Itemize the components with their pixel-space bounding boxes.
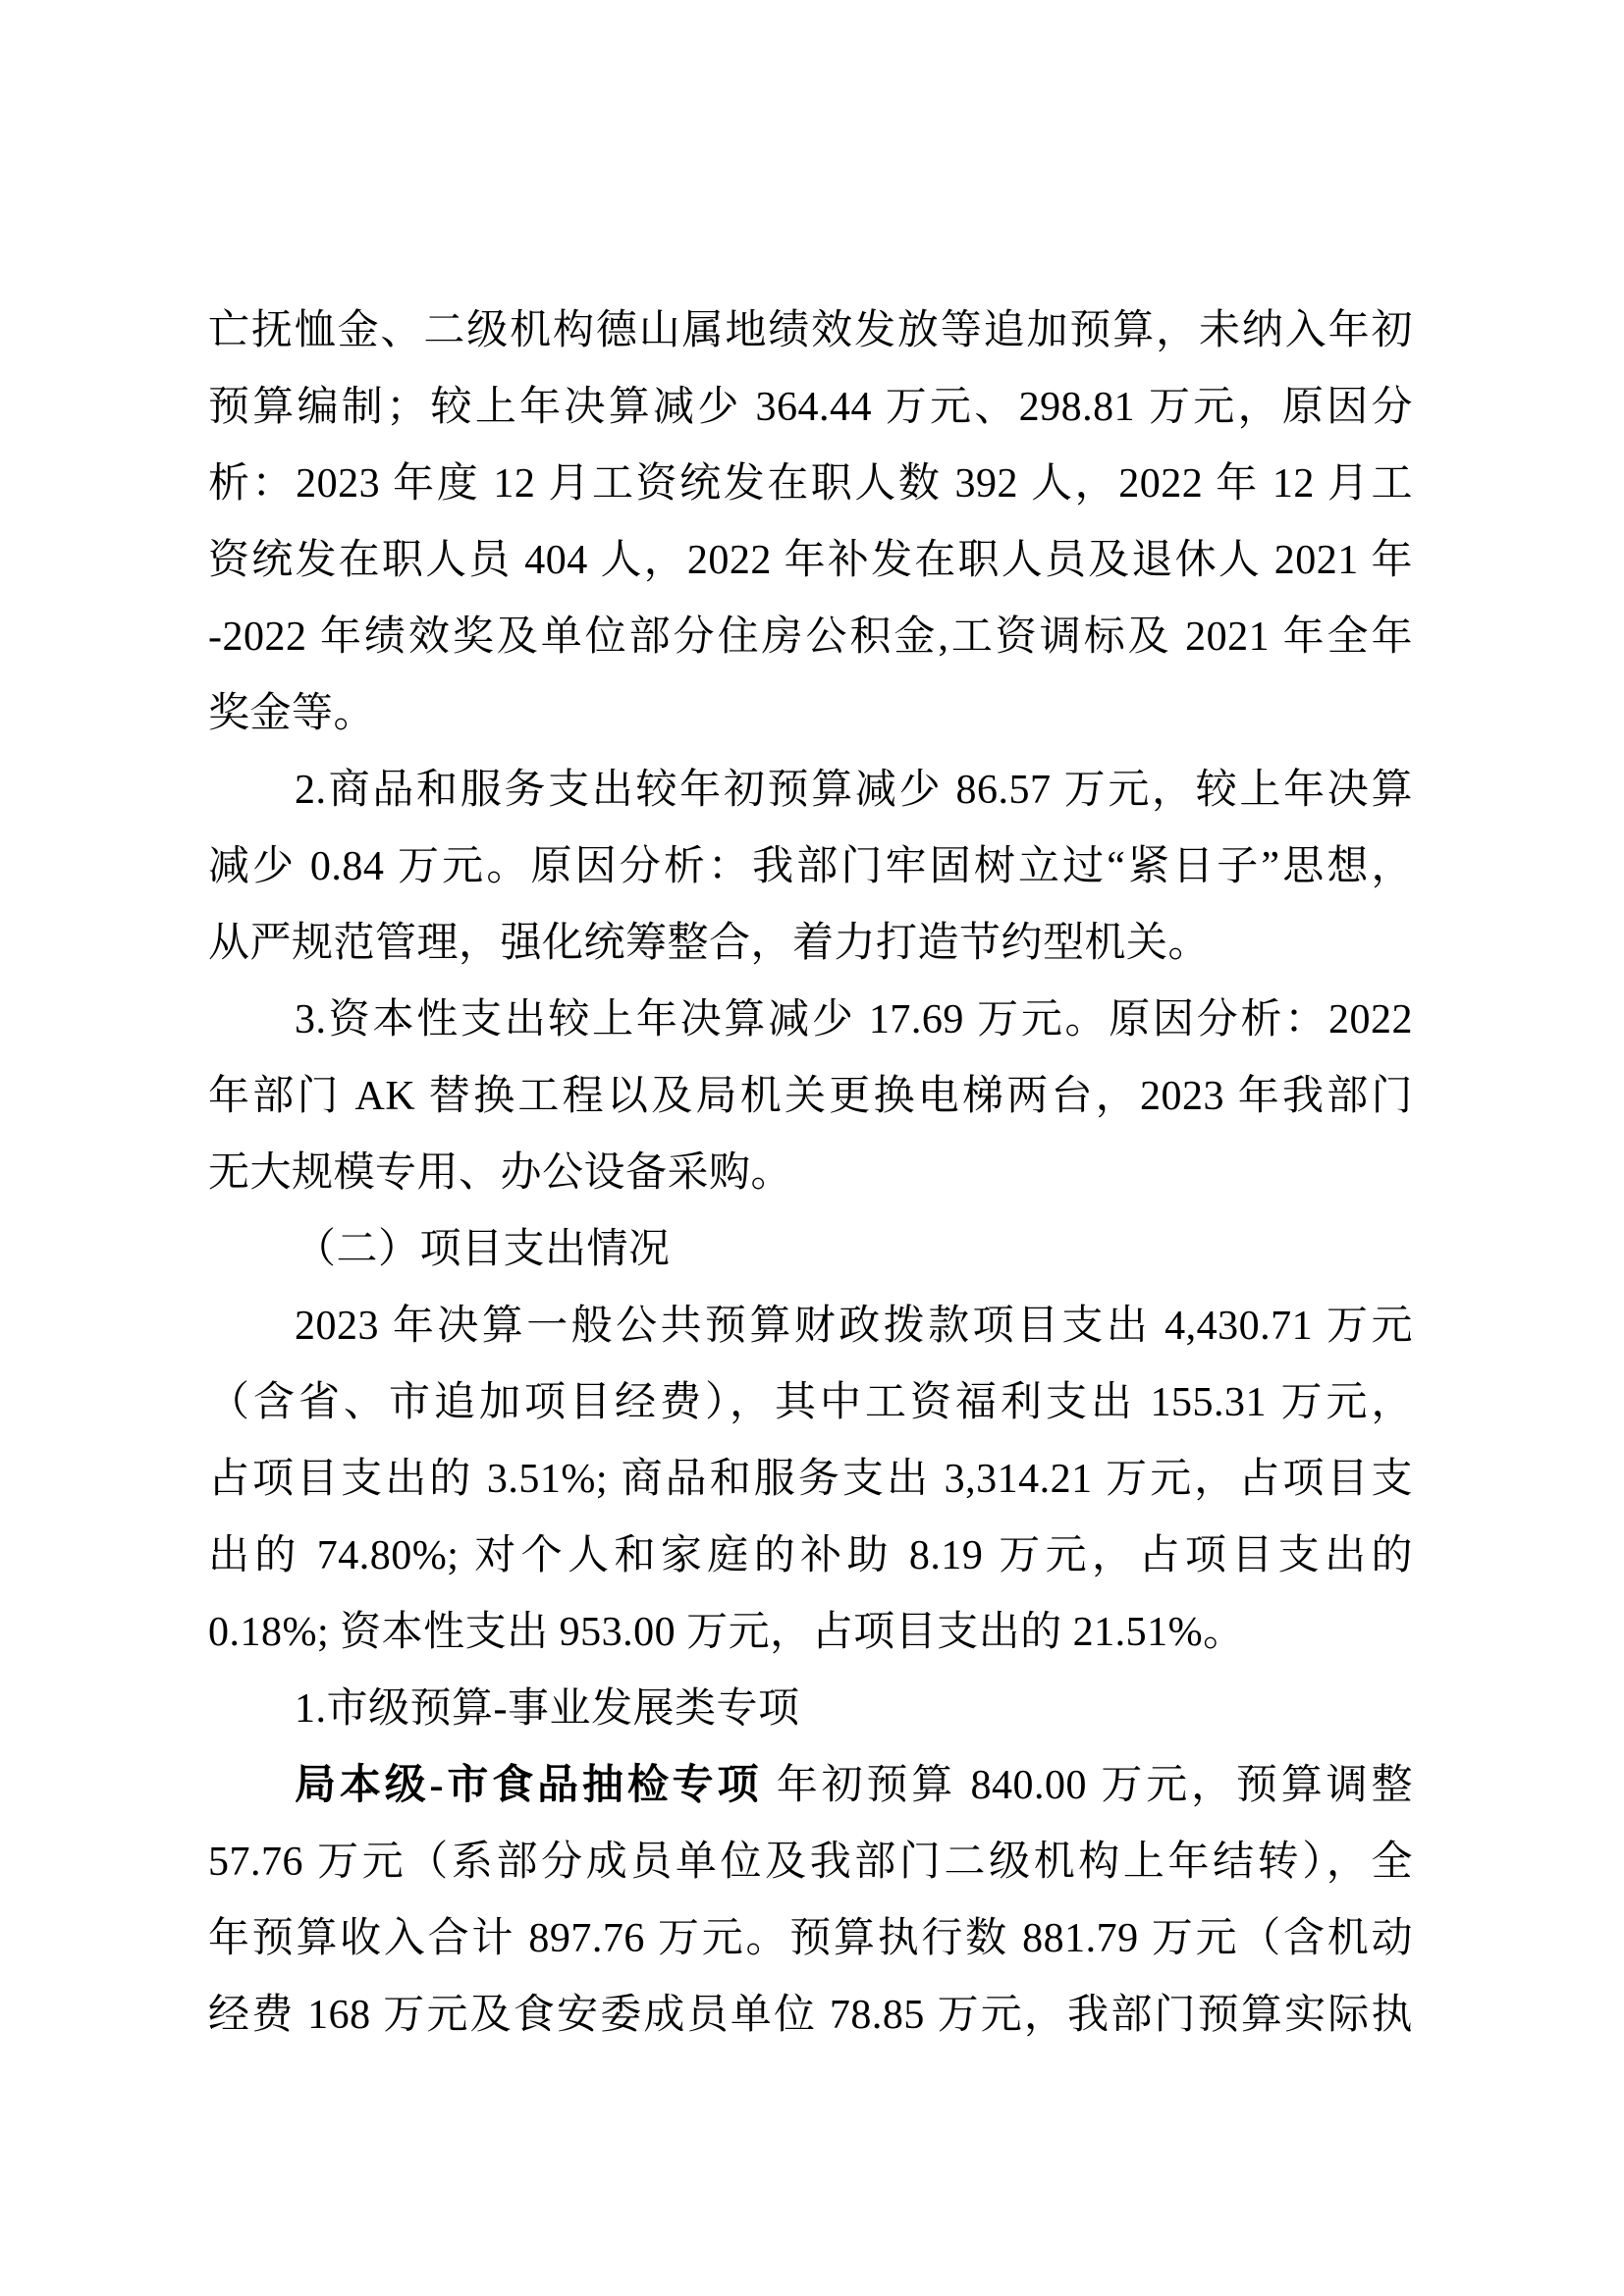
text-line paragraph-end: 奖金等。 <box>208 691 376 736</box>
text-line paragraph-start: 3.资本性支出较上年决算减少 17.69 万元。原因分析：2022 <box>295 997 1413 1042</box>
text-line: 年预算收入合计 897.76 万元。预算执行数 881.79 万元（含机动 <box>208 1916 1413 1961</box>
text-line: 出的 74.80%; 对个人和家庭的补助 8.19 万元，占项目支出的 <box>208 1533 1413 1578</box>
text-line paragraph-end: 从严规范管理，强化统筹整合，着力打造节约型机关。 <box>208 921 1211 966</box>
text-line: 资统发在职人员 404 人，2022 年补发在职人员及退休人 2021 年 <box>208 538 1413 583</box>
text-line paragraph-end: 无大规模专用、办公设备采购。 <box>208 1150 793 1196</box>
subsection-heading: 1.市级预算-事业发展类专项 <box>295 1686 800 1732</box>
text-line: 亡抚恤金、二级机构德山属地绩效发放等追加预算，未纳入年初 <box>208 308 1413 353</box>
section-heading: （二）项目支出情况 <box>295 1227 671 1272</box>
text-line: 年部门 AK 替换工程以及局机关更换电梯两台，2023 年我部门 <box>208 1074 1413 1119</box>
text-line: 57.76 万元（系部分成员单位及我部门二级机构上年结转），全 <box>208 1840 1413 1885</box>
page-body-text <box>208 293 1413 2054</box>
text-line: 析：2023 年度 12 月工资统发在职人数 392 人，2022 年 12 月工 <box>208 461 1413 507</box>
text-line paragraph-end: 0.18%; 资本性支出 953.00 万元，占项目支出的 21.51%。 <box>208 1610 1245 1655</box>
text-line: 经费 168 万元及食安委成员单位 78.85 万元，我部门预算实际执 <box>208 1993 1413 2038</box>
text-line: -2022 年绩效奖及单位部分住房公积金,工资调标及 2021 年全年 <box>208 614 1413 660</box>
text-line paragraph-start <box>208 1747 1413 1824</box>
text-line: （含省、市追加项目经费），其中工资福利支出 155.31 万元， <box>208 1380 1413 1425</box>
text-line: 占项目支出的 3.51%; 商品和服务支出 3,314.21 万元，占项目支 <box>208 1457 1413 1502</box>
project-name-bold: 局本级-市食品抽检专项 <box>295 1763 763 1808</box>
text-line: 减少 0.84 万元。原因分析：我部门牢固树立过“紧日子”思想， <box>208 844 1413 889</box>
line-text: 年初预算 840.00 万元，预算调整 <box>762 1763 1413 1808</box>
text-line paragraph-start: 2023 年决算一般公共预算财政拨款项目支出 4,430.71 万元 <box>295 1304 1413 1349</box>
text-line paragraph-start: 2.商品和服务支出较年初预算减少 86.57 万元，较上年决算 <box>295 768 1413 813</box>
text-line: 预算编制；较上年决算减少 364.44 万元、298.81 万元，原因分 <box>208 385 1413 430</box>
